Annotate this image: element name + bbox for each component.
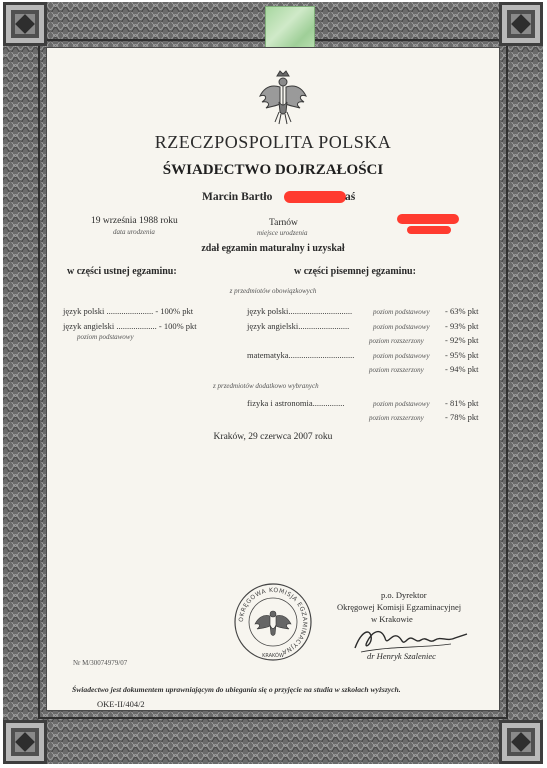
seal-city: KRAKÓW — [262, 653, 284, 659]
eagle-emblem-icon — [258, 70, 308, 126]
oral-subject: język polski — [63, 306, 105, 316]
written-level: poziom rozszerzony — [369, 337, 424, 345]
birth-place: Tarnów — [269, 218, 298, 228]
signature-line1: p.o. Dyrektor — [381, 590, 427, 600]
corner-ornament-top-left — [3, 2, 47, 46]
oral-subject: język angielski — [63, 321, 115, 331]
written-row — [247, 306, 352, 316]
oral-row — [63, 321, 197, 331]
written-dots: ........................ — [298, 321, 350, 331]
form-code: OKE-II/404/2 — [97, 699, 145, 709]
exam-statement: zdał egzamin maturalny i uzyskał — [201, 243, 345, 254]
written-level: poziom rozszerzony — [369, 366, 424, 374]
written-score: - 94% pkt — [445, 364, 479, 374]
written-level: poziom podstawowy — [373, 323, 430, 331]
written-row — [247, 350, 354, 360]
oral-row — [63, 306, 193, 316]
signature-line2: Okręgowej Komisji Egzaminacyjnej — [337, 602, 462, 612]
legal-note: Świadectwo jest dokumentem uprawniającym do ubiegania się o przyjęcie na studia w szkołach wyższych. — [72, 685, 401, 694]
additional-dots: ............... — [312, 398, 345, 408]
written-score: - 95% pkt — [445, 350, 479, 360]
oral-dots: ................... — [116, 321, 157, 331]
written-level: poziom podstawowy — [373, 308, 430, 316]
certificate-paper — [47, 48, 499, 710]
written-subject: język polski — [247, 306, 289, 316]
pesel-redaction — [397, 214, 459, 224]
svg-text:OKRĘGOWA KOMISJA EGZAMINACYJNA — [238, 587, 308, 656]
written-subject: matematyka — [247, 350, 289, 360]
written-subject: język angielski — [247, 321, 299, 331]
written-dots: ............................... — [288, 350, 355, 360]
signature-line3: w Krakowie — [371, 614, 413, 624]
pesel-redaction-2 — [407, 226, 451, 234]
oral-dots: ...................... — [106, 306, 154, 316]
additional-score: - 81% pkt — [445, 398, 479, 408]
document-number: Nr M/30074979/07 — [73, 659, 128, 667]
birth-date-label: data urodzenia — [113, 228, 155, 236]
oral-score: - 100% pkt — [155, 306, 194, 316]
additional-level: poziom podstawowy — [373, 400, 430, 408]
oral-level-note: poziom podstawowy — [77, 333, 134, 341]
oral-header: w części ustnej egzaminu: — [67, 266, 177, 277]
written-score: - 92% pkt — [445, 335, 479, 345]
corner-ornament-bottom-left — [3, 720, 47, 764]
written-level: poziom podstawowy — [373, 352, 430, 360]
oral-score: - 100% pkt — [158, 321, 197, 331]
corner-ornament-top-right — [499, 2, 543, 46]
country-title: RZECZPOSPOLITA POLSKA — [154, 132, 392, 152]
written-header: w części pisemnej egzaminu: — [294, 266, 416, 277]
holder-name: Marcin Bartło — [202, 191, 273, 203]
birth-place-label: miejsce urodzenia — [257, 229, 308, 237]
mandatory-label: z przedmiotów obowiązkowych — [229, 287, 317, 295]
signature-name: dr Henryk Szaleniec — [367, 651, 436, 661]
written-dots: .............................. — [288, 306, 353, 316]
birth-date: 19 września 1988 roku — [91, 216, 178, 226]
additional-row — [247, 398, 345, 408]
certificate — [3, 2, 543, 764]
written-score: - 93% pkt — [445, 321, 479, 331]
corner-ornament-bottom-right — [499, 720, 543, 764]
additional-label: z przedmiotów dodatkowo wybranych — [213, 382, 319, 390]
issue-place-date: Kraków, 29 czerwca 2007 roku — [213, 432, 333, 442]
additional-score: - 78% pkt — [445, 412, 479, 422]
additional-subject: fizyka i astronomia — [247, 398, 313, 408]
name-redaction — [284, 191, 346, 203]
seal-ring-text: OKRĘGOWA KOMISJA EGZAMINACYJNA — [237, 586, 309, 656]
written-score: - 63% pkt — [445, 306, 479, 316]
official-seal-icon — [233, 582, 313, 662]
written-row — [247, 321, 349, 331]
additional-level: poziom rozszerzony — [369, 414, 424, 422]
holder-name-suffix: aś — [345, 191, 356, 203]
document-title: ŚWIADECTWO DOJRZAŁOŚCI — [162, 162, 384, 178]
